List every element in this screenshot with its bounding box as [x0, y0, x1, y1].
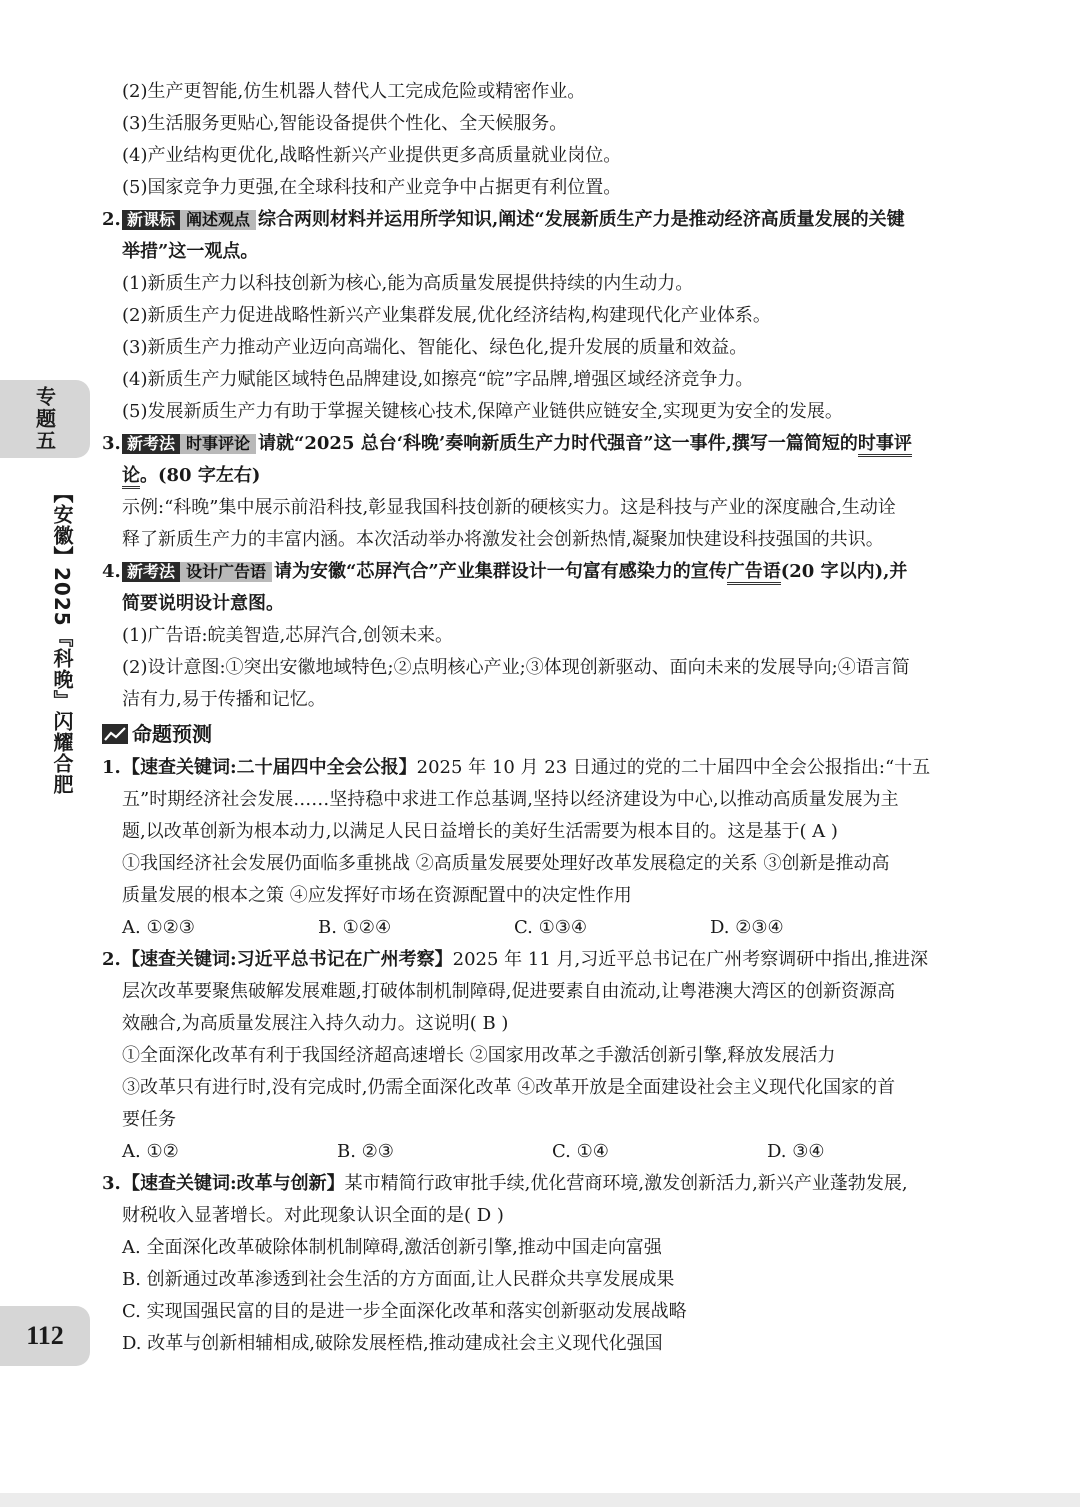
p1-number: 1. — [102, 757, 121, 778]
q3-tag-secondary: 时事评论 — [180, 434, 256, 454]
p3-option-c: C. 实现国强民富的目的是进一步全面深化改革和落实创新驱动发展战略 — [122, 1301, 687, 1322]
top-item-3: (3)生活服务更贴心,智能设备提供个性化、全天候服务。 — [122, 113, 568, 134]
p3-option-d: D. 改革与创新相辅相成,破除发展桎梏,推动建成社会主义现代化强国 — [122, 1333, 663, 1354]
p2-option-b: B. ②③ — [337, 1141, 394, 1162]
q2-stem-line2: 举措”这一观点。 — [122, 241, 259, 262]
q3-keyword-underlined-end: 论 — [122, 465, 140, 489]
q4-answer-2-line1: (2)设计意图:①突出安徽地域特色;②点明核心产业;③体现创新驱动、面向未来的发展导向;④语言简 — [122, 657, 910, 678]
q2-tag-secondary: 阐述观点 — [180, 210, 256, 230]
p2-option-c: C. ①④ — [552, 1141, 609, 1162]
p3-option-a: A. 全面深化改革破除体制机制障碍,激活创新引擎,推动中国走向富强 — [122, 1237, 662, 1258]
p2-option-d: D. ③④ — [767, 1141, 825, 1162]
q2-answer-3: (3)新质生产力推动产业迈向高端化、智能化、绿色化,提升发展的质量和效益。 — [122, 337, 748, 358]
p2-line4: ①全面深化改革有利于我国经济超高速增长 ②国家用改革之手激活创新引擎,释放发展活力 — [122, 1045, 836, 1066]
q2-answer-1: (1)新质生产力以科技创新为核心,能为高质量发展提供持续的内生动力。 — [122, 273, 694, 294]
q4-keyword-underlined: 广告语 — [727, 561, 781, 585]
q3-stem-requirement: 。(80 字左右) — [140, 465, 261, 486]
topic-tab — [0, 380, 90, 458]
page-number: 112 — [26, 1321, 64, 1350]
q2-stem-text: 综合两则材料并运用所学知识,阐述“发展新质生产力是推动经济高质量发展的关键 — [258, 209, 905, 230]
q2-number: 2. — [102, 209, 121, 230]
q3-stem-line1 — [102, 428, 982, 460]
q2-answer-4: (4)新质生产力赋能区域特色品牌建设,如擦亮“皖”字品牌,增强区域经济竞争力。 — [122, 369, 754, 390]
top-item-5: (5)国家竞争力更强,在全球科技和产业竞争中占据更有利位置。 — [122, 177, 622, 198]
content — [102, 76, 982, 1360]
q2-answer-2: (2)新质生产力促进战略性新兴产业集群发展,优化经济结构,构建现代化产业体系。 — [122, 305, 771, 326]
top-item-4: (4)产业结构更优化,战略性新兴产业提供更多高质量就业岗位。 — [122, 145, 622, 166]
spine-title: 【安徽】2025『科晚』闪耀合肥 — [50, 483, 74, 795]
q4-number: 4. — [102, 561, 121, 582]
q4-stem-line2: 简要说明设计意图。 — [122, 593, 284, 614]
bottom-strip — [0, 1493, 1080, 1507]
p1-option-b: B. ①②④ — [318, 917, 392, 938]
p1-option-a: A. ①②③ — [122, 917, 195, 938]
q4-answer-1: (1)广告语:皖美智造,芯屏汽合,创领未来。 — [122, 625, 454, 646]
p3-number: 3. — [102, 1173, 121, 1194]
q3-answer-line1: 示例:“科晚”集中展示前沿科技,彰显我国科技创新的硬核实力。这是科技与产业的深度融合,生动诠 — [122, 497, 896, 518]
p1-option-c: C. ①③④ — [514, 917, 587, 938]
p3-stem-text: 某市精简行政审批手续,优化营商环境,激发创新活力,新兴产业蓬勃发展, — [344, 1173, 908, 1194]
q3-keyword-underlined: 时事评 — [858, 433, 912, 457]
q4-stem-line1 — [102, 556, 982, 588]
q2-tag-primary: 新课标 — [122, 210, 180, 230]
p1-line3: 题,以改革创新为根本动力,以满足人民日益增长的美好生活需要为根本目的。这是基于( A ) — [122, 821, 838, 842]
p1-line1 — [102, 752, 982, 784]
trend-chart-icon — [102, 724, 128, 744]
p2-line1 — [102, 944, 982, 976]
section-title: 命题预测 — [132, 722, 212, 746]
p2-line5: ③改革只有进行时,没有完成时,仍需全面深化改革 ④改革开放是全面建设社会主义现代化国家的首 — [122, 1077, 896, 1098]
p2-line3: 效融合,为高质量发展注入持久动力。这说明( B ) — [122, 1013, 509, 1034]
q3-tag-primary: 新考法 — [122, 434, 180, 454]
p3-keyword: 【速查关键词:改革与创新】 — [122, 1173, 345, 1194]
p1-line2: 五”时期经济社会发展……坚持稳中求进工作总基调,坚持以经济建设为中心,以推动高质量发展为主 — [122, 789, 899, 810]
q4-answer-2-line2: 洁有力,易于传播和记忆。 — [122, 689, 326, 710]
p1-options — [102, 912, 982, 944]
q2-answer-5: (5)发展新质生产力有助于掌握关键核心技术,保障产业链供应链安全,实现更为安全的发展。 — [122, 401, 843, 422]
p1-stem-text: 2025 年 10 月 23 日通过的党的二十届四中全会公报指出:“十五 — [416, 757, 931, 778]
topic-label: 专题五 — [32, 386, 57, 452]
q4-tag-primary: 新考法 — [122, 562, 180, 582]
p2-option-a: A. ①② — [122, 1141, 179, 1162]
p3-line1 — [102, 1168, 982, 1200]
p2-line6: 要任务 — [122, 1109, 176, 1130]
section-heading — [102, 716, 982, 752]
p3-option-b: B. 创新通过改革渗透到社会生活的方方面面,让人民群众共享发展成果 — [122, 1269, 675, 1290]
top-item-2: (2)生产更智能,仿生机器人替代人工完成危险或精密作业。 — [122, 81, 586, 102]
q4-stem-text: 请为安徽“芯屏汽合”产业集群设计一句富有感染力的宣传 — [274, 561, 727, 582]
q2-stem-line1 — [102, 204, 982, 236]
p2-stem-text: 2025 年 11 月,习近平总书记在广州考察调研中指出,推进深 — [452, 949, 928, 970]
p3-line2: 财税收入显著增长。对此现象认识全面的是( D ) — [122, 1205, 504, 1226]
page-number-tab — [0, 1306, 90, 1366]
p1-line5: 质量发展的根本之策 ④应发挥好市场在资源配置中的决定性作用 — [122, 885, 632, 906]
p1-keyword: 【速查关键词:二十届四中全会公报】 — [122, 757, 417, 778]
p2-line2: 层次改革要聚焦破解发展难题,打破体制机制障碍,促进要素自由流动,让粤港澳大湾区的创新资源高 — [122, 981, 896, 1002]
p2-keyword: 【速查关键词:习近平总书记在广州考察】 — [122, 949, 453, 970]
q4-stem-limit: (20 字以内),并 — [780, 561, 908, 582]
p1-option-d: D. ②③④ — [710, 917, 784, 938]
q3-answer-line2: 释了新质生产力的丰富内涵。本次活动举办将激发社会创新热情,凝聚加快建设科技强国的共识。 — [122, 529, 884, 550]
q3-stem-text: 请就“2025 总台‘科晚’奏响新质生产力时代强音”这一事件,撰写一篇简短的 — [258, 433, 858, 454]
q3-stem-line2 — [102, 460, 982, 492]
p2-number: 2. — [102, 949, 121, 970]
q3-number: 3. — [102, 433, 121, 454]
p1-line4: ①我国经济社会发展仍面临多重挑战 ②高质量发展要处理好改革发展稳定的关系 ③创新是推动高 — [122, 853, 890, 874]
p2-options — [102, 1136, 982, 1168]
q4-tag-secondary: 设计广告语 — [180, 562, 272, 582]
